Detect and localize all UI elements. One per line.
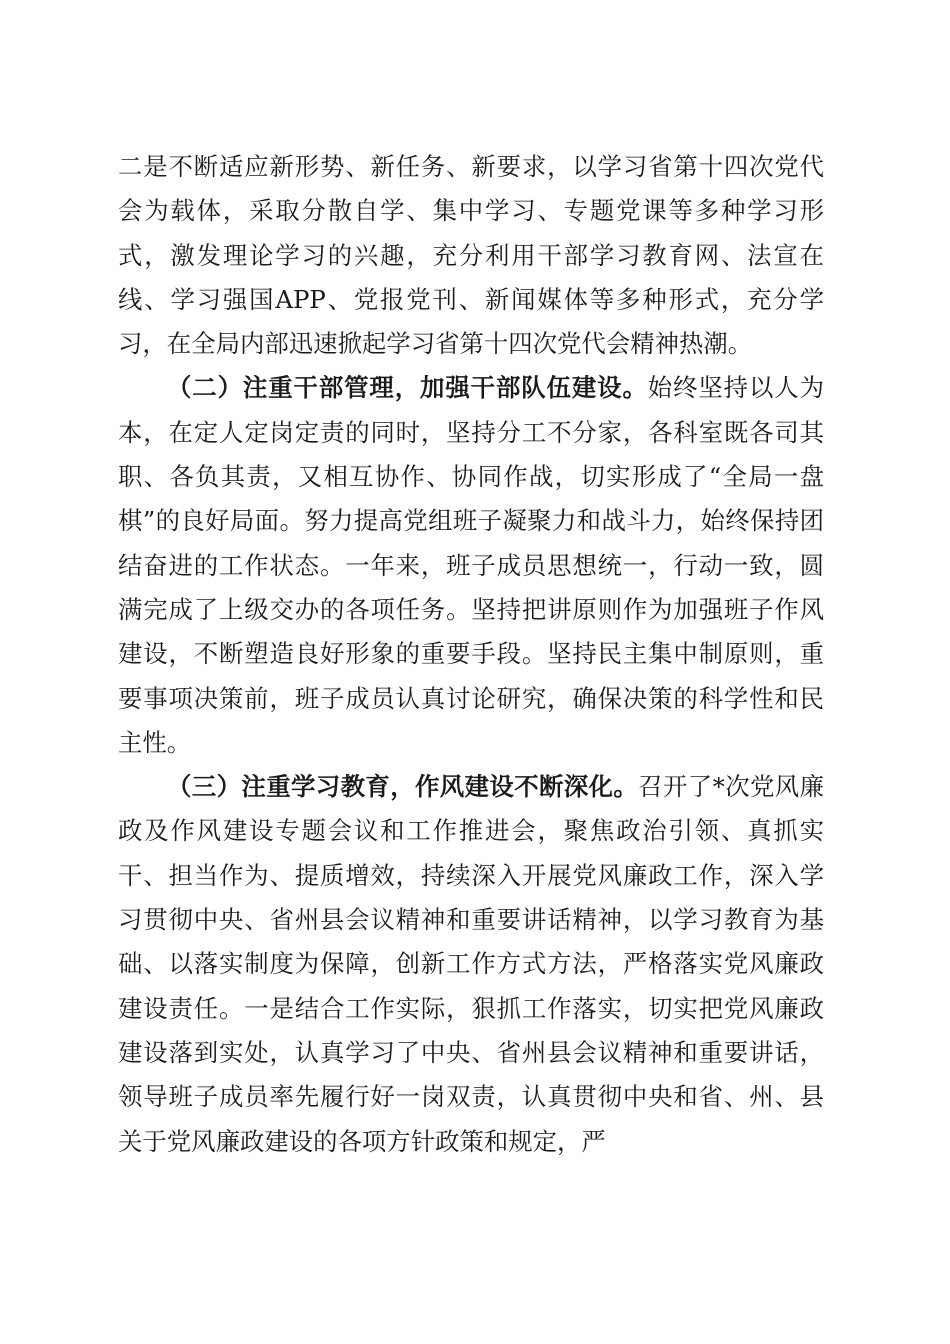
paragraph-2 [118,366,824,765]
paragraph-2-body: 始终坚持以人为本，在定人定岗定责的同时，坚持分工不分家，各科室既各司其职、各负其责，又相互协作、协同作战，切实形成了“全局一盘棋”的良好局面。努力提高党组班子凝聚力和战斗力，始终保持团结奋进的工作状态。一年来，班子成员思想统一，行动一致，圆满完成了上级交办的各项任务。坚持把讲原则作为加强班子作风建设，不断塑造良好形象的重要手段。坚持民主集中制原则，重要事项决策前，班子成员认真讨论研究，确保决策的科学性和民主性。 [118,373,824,757]
document-page [118,145,824,1164]
paragraph-1 [118,145,824,366]
paragraph-3-body: 召开了*次党风廉政及作风建设专题会议和工作推进会，聚焦政治引领、真抓实干、担当作为、提质增效，持续深入开展党风廉政工作，深入学习贯彻中央、省州县会议精神和重要讲话精神，以学习教育为基础、以落实制度为保障，创新工作方式方法，严格落实党风廉政建设责任。一是结合工作实际，狠抓工作落实，切实把党风廉政建设落到实处，认真学习了中央、省州县会议精神和重要讲话，领导班子成员率先履行好一岗双责，认真贯彻中央和省、州、县关于党风廉政建设的各项方针政策和规定，严 [118,772,824,1156]
paragraph-2-heading: （二）注重干部管理，加强干部队伍建设。 [167,373,648,403]
paragraph-3-heading: （三）注重学习教育，作风建设不断深化。 [167,772,639,802]
paragraph-1-body: 二是不断适应新形势、新任务、新要求，以学习省第十四次党代会为载体，采取分散自学、集中学习、专题党课等多种学习形式，激发理论学习的兴趣，充分利用干部学习教育网、法宣在线、学习强国APP、党报党刊、新闻媒体等多种形式，充分学习，在全局内部迅速掀起学习省第十四次党代会精神热潮。 [118,152,824,359]
paragraph-3 [118,765,824,1164]
